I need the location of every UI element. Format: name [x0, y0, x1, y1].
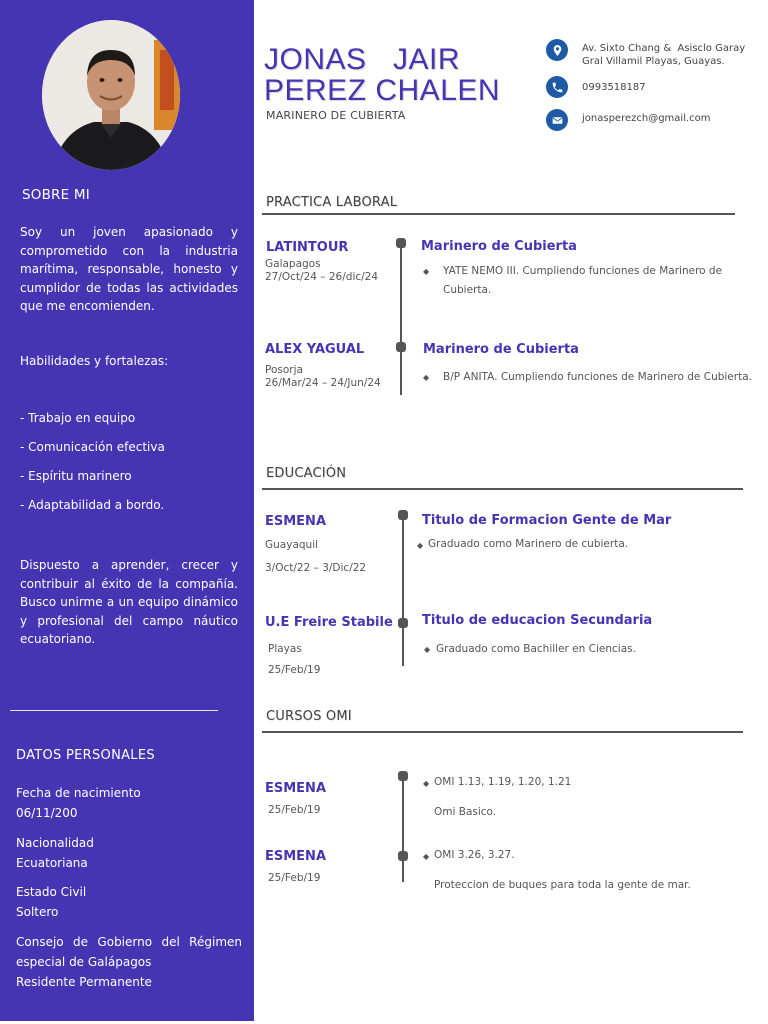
education-degree: Titulo de educacion Secundaria	[422, 613, 653, 628]
about-text: Soy un joven apasionado y comprometido con la industria marítima, responsable, honesto y cumplidor de todas las actividades que me encomienden.	[20, 225, 238, 313]
phone-icon	[546, 76, 568, 98]
civil-status-field	[16, 882, 242, 922]
about-heading: SOBRE MI	[22, 187, 90, 203]
section-rule	[262, 488, 743, 490]
course-org: ESMENA	[265, 781, 327, 796]
bullet-icon: ◆	[424, 645, 431, 654]
field-value: Soltero	[16, 905, 59, 919]
course-org: ESMENA	[265, 849, 327, 864]
timeline-line	[402, 774, 404, 882]
course-description: Omi Basico.	[434, 806, 497, 818]
personal-data-heading: DATOS PERSONALES	[16, 748, 155, 763]
field-value: Residente Permanente	[16, 975, 152, 989]
education-place: Playas	[268, 643, 302, 655]
work-org: LATINTOUR	[266, 240, 349, 255]
timeline-node	[396, 238, 406, 248]
course-dates: 25/Feb/19	[268, 804, 321, 816]
education-org: U.E Freire Stabile	[265, 615, 393, 630]
birthdate-field	[16, 783, 242, 823]
course-dates: 25/Feb/19	[268, 872, 321, 884]
course-code: OMI 1.13, 1.19, 1.20, 1.21	[434, 776, 572, 788]
work-position: Marinero de Cubierta	[423, 342, 579, 357]
education-description: Graduado como Bachiller en Ciencias.	[436, 643, 636, 655]
skill-item: - Comunicación efectiva	[20, 440, 165, 454]
course-description: Proteccion de buques para toda la gente de mar.	[434, 879, 691, 891]
timeline-node	[398, 851, 408, 861]
sidebar	[0, 0, 254, 1021]
field-label: Nacionalidad	[16, 836, 94, 850]
work-org: ALEX YAGUAL	[265, 342, 365, 357]
education-dates: 3/Oct/22 – 3/Dic/22	[265, 562, 367, 574]
timeline-node	[398, 510, 408, 520]
person-photo-illustration	[42, 20, 180, 170]
job-role: MARINERO DE CUBIERTA	[266, 109, 406, 122]
work-place: Galapagos	[265, 258, 321, 270]
objective-text: Dispuesto a aprender, crecer y contribuir al éxito de la compañía. Busco unirme a un equipo dinámico y profesional del campo náutico ecuatoriano.	[20, 558, 238, 646]
sidebar-divider	[10, 710, 218, 711]
bullet-icon: ◆	[417, 541, 424, 550]
education-section-title: EDUCACIÓN	[266, 466, 347, 481]
profile-photo	[42, 20, 180, 170]
phone-text[interactable]: 0993518187	[582, 82, 646, 93]
work-description: YATE NEMO III. Cumpliendo funciones de Marinero de Cubierta.	[443, 265, 723, 296]
education-org: ESMENA	[265, 514, 327, 529]
work-section-title: PRACTICA LABORAL	[266, 195, 398, 210]
field-value: Ecuatoriana	[16, 856, 88, 870]
courses-section-title: CURSOS OMI	[266, 709, 352, 724]
work-dates: 27/Oct/24 – 26/dic/24	[265, 271, 379, 283]
residency-field	[16, 932, 242, 992]
timeline-node	[398, 771, 408, 781]
bullet-icon: ◆	[423, 373, 430, 382]
location-pin-icon	[546, 39, 568, 61]
education-degree: Titulo de Formacion Gente de Mar	[422, 513, 672, 528]
field-value: 06/11/200	[16, 806, 78, 820]
full-name: JONAS JAIR PEREZ CHALEN	[264, 43, 501, 107]
section-rule	[262, 731, 743, 733]
timeline-line	[402, 514, 404, 666]
education-description: Graduado como Marinero de cubierta.	[428, 538, 629, 550]
field-label: Consejo de Gobierno del Régimen especial de Galápagos	[16, 935, 242, 969]
skill-item: - Trabajo en equipo	[20, 411, 136, 425]
email-text[interactable]: jonasperezch@gmail.com	[582, 113, 711, 124]
education-place: Guayaquil	[265, 539, 319, 551]
skill-item: - Espíritu marinero	[20, 469, 132, 483]
section-rule	[262, 213, 735, 215]
field-label: Fecha de nacimiento	[16, 786, 141, 800]
education-dates: 25/Feb/19	[268, 664, 321, 676]
nationality-field	[16, 833, 242, 873]
skills-title: Habilidades y fortalezas:	[20, 354, 169, 368]
skill-item: - Adaptabilidad a bordo.	[20, 498, 165, 512]
work-dates: 26/Mar/24 – 24/Jun/24	[265, 377, 381, 389]
timeline-line	[400, 243, 402, 395]
course-code: OMI 3.26, 3.27.	[434, 849, 515, 861]
bullet-icon: ◆	[423, 852, 430, 861]
email-icon	[546, 109, 568, 131]
work-description: B/P ANITA. Cumpliendo funciones de Marinero de Cubierta.	[443, 371, 752, 383]
work-place: Posorja	[265, 364, 303, 376]
timeline-node	[398, 618, 408, 628]
field-label: Estado Civil	[16, 885, 87, 899]
bullet-icon: ◆	[423, 779, 430, 788]
address-text: Av. Sixto Chang & Asisclo Garay Gral Villamil Playas, Guayas.	[582, 43, 746, 67]
work-position: Marinero de Cubierta	[421, 239, 577, 254]
bullet-icon: ◆	[423, 267, 430, 276]
timeline-node	[396, 342, 406, 352]
